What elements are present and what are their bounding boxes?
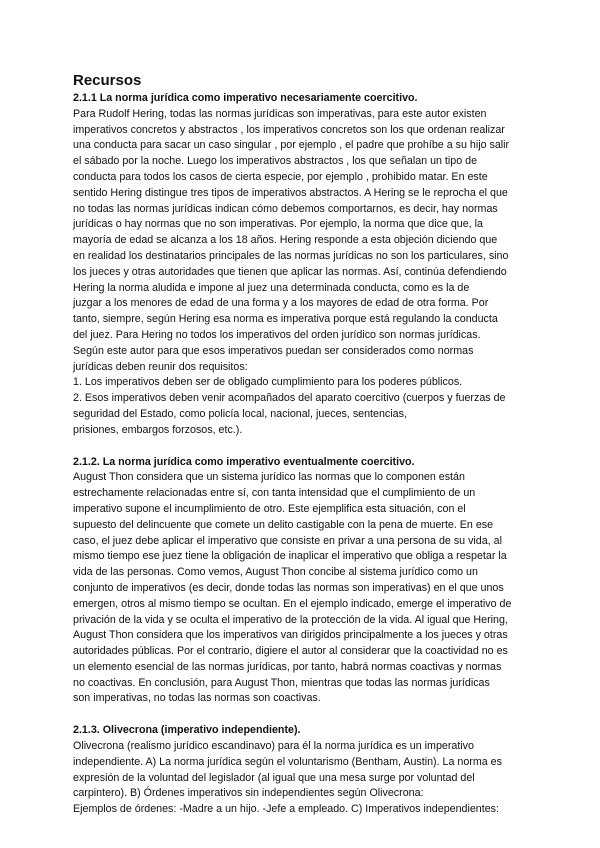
text-line: prisiones, embargos forzosos, etc.). — [73, 423, 243, 436]
section-heading: 2.1.1 La norma jurídica como imperativo necesariamente coercitivo. — [73, 92, 418, 104]
text-line: imperativo supone el incumplimiento de otro. Este ejemplifica esta situación, con el — [73, 502, 466, 515]
text-line: August Thon considera que los imperativos van dirigidos principalmente a los jueces y otras — [73, 629, 508, 642]
text-line: del juez. Para Hering no todos los imperativos del orden jurídico son normas jurídicas. — [73, 328, 481, 341]
text-line: no coactivas. En conclusión, para August Thon, mientras que todas las normas jurídicas — [73, 676, 490, 689]
text-line: conjunto de imperativos (es decir, donde todas las normas son imperativas) en el que unos — [73, 581, 504, 594]
text-line: conducta para todos los casos de cierta especie, por ejemplo , prohibido matar. En este — [73, 170, 488, 183]
text-line: Según este autor para que esos imperativos puedan ser considerados como normas — [73, 344, 474, 357]
text-line: sentido Hering distingue tres tipos de imperativos abstractos. A Hering se le reprocha el que — [73, 186, 508, 199]
text-line: mismo tiempo ese juez tiene la obligación de inaplicar el imperativo que obliga a respetar la — [73, 550, 507, 563]
text-line: un elemento esencial de las normas jurídicas, por tanto, habrá normas coactivas y normas — [73, 660, 502, 673]
section-heading: 2.1.3. Olivecrona (imperativo independiente). — [73, 724, 301, 737]
text-line: tanto, siempre, según Hering esa norma es imperativa porque está regulando la conducta — [73, 313, 498, 326]
text-line: son imperativas, no todas las normas son coactivas. — [73, 692, 321, 705]
section-spacer — [73, 707, 540, 723]
text-line: estrechamente relacionadas entre sí, con tanta intensidad que el cumplimiento de un — [73, 487, 476, 500]
section-paragraph — [73, 739, 540, 818]
text-line: Ejemplos de órdenes: -Madre a un hijo. -Jefe a empleado. C) Imperativos independientes: — [73, 803, 499, 816]
document-title: Recursos — [73, 72, 142, 89]
document-body — [73, 91, 540, 818]
text-line: mayoría de edad se alcanza a los 18 años. Hering responde a esta objeción diciendo que — [73, 234, 498, 247]
text-line: Para Rudolf Hering, todas las normas jurídicas son imperativas, para este autor existen — [73, 107, 487, 120]
text-line: una conducta para sacar un caso singular , por ejemplo , el padre que prohíbe a su hijo salir — [73, 139, 510, 152]
text-line: vida de las personas. Como vemos, August Thon concibe al sistema jurídico como un — [73, 566, 478, 579]
section-spacer — [73, 439, 540, 455]
section-paragraph — [73, 107, 540, 439]
text-line: supuesto del delincuente que comete un delito castigable con la pena de muerte. En ese — [73, 518, 494, 531]
text-line: independiente. A) La norma jurídica según el voluntarismo (Bentham, Austin). La norma es — [73, 755, 502, 768]
document-section — [73, 91, 540, 439]
text-line: expresión de la voluntad del legislador (al igual que una mesa surge por voluntad del — [73, 771, 475, 784]
text-line: privación de la vida y se oculta el imperativo de la protección de la vida. Al igual que Hering, — [73, 613, 508, 626]
text-line: el sábado por la noche. Luego los imperativos abstractos , los que señalan un tipo de — [73, 155, 478, 168]
text-line: Olivecrona (realismo jurídico escandinavo) para él la norma jurídica es un imperativo — [73, 740, 474, 753]
text-line: autoridades públicas. Por el contrario, digiere el autor al considerar que la coactividad no es — [73, 645, 508, 658]
text-line: juzgar a los menores de edad de una forma y a los mayores de edad de otra forma. Por — [73, 297, 489, 310]
document-section — [73, 723, 540, 818]
text-line: imperativos concretos y abstractos , los imperativos concretos son los que ordenan realizar — [73, 123, 505, 136]
text-line: jurídicas deben reunir dos requisitos: — [73, 360, 248, 373]
text-line: emergen, otros al mismo tiempo se ocultan. En el ejemplo indicado, emerge el imperativo de — [73, 597, 512, 610]
text-line: no todas las normas jurídicas indican cómo debemos comportarnos, es decir, hay normas — [73, 202, 498, 215]
document-section — [73, 455, 540, 708]
text-line: 2. Esos imperativos deben venir acompañados del aparato coercitivo (cuerpos y fuerzas de — [73, 392, 506, 405]
text-line: en realidad los destinatarios principales de las normas jurídicas no son los particulares, sino — [73, 249, 509, 262]
text-line: seguridad del Estado, como policía local, nacional, jueces, sentencias, — [73, 407, 407, 420]
section-paragraph — [73, 470, 540, 707]
text-line: los jueces y otras autoridades que tienen que aplicar las normas. Así, continúa defendiendo — [73, 265, 507, 278]
text-line: Hering la norma aludida e impone al juez una determinada conducta, como es la de — [73, 281, 470, 294]
text-line: 1. Los imperativos deben ser de obligado cumplimiento para los poderes públicos. — [73, 376, 463, 389]
text-line: August Thon considera que un sistema jurídico las normas que lo componen están — [73, 471, 465, 484]
text-line: jurídicas o hay normas que no son imperativas. Por ejemplo, la norma que dice que, la — [73, 218, 483, 231]
text-line: caso, el juez debe aplicar el imperativo que consiste en privar a una persona de su vida, al — [73, 534, 502, 547]
section-heading: 2.1.2. La norma jurídica como imperativo eventualmente coercitivo. — [73, 455, 415, 468]
text-line: carpintero). B) Órdenes imperativos sin independientes según Olivecrona: — [73, 787, 424, 800]
